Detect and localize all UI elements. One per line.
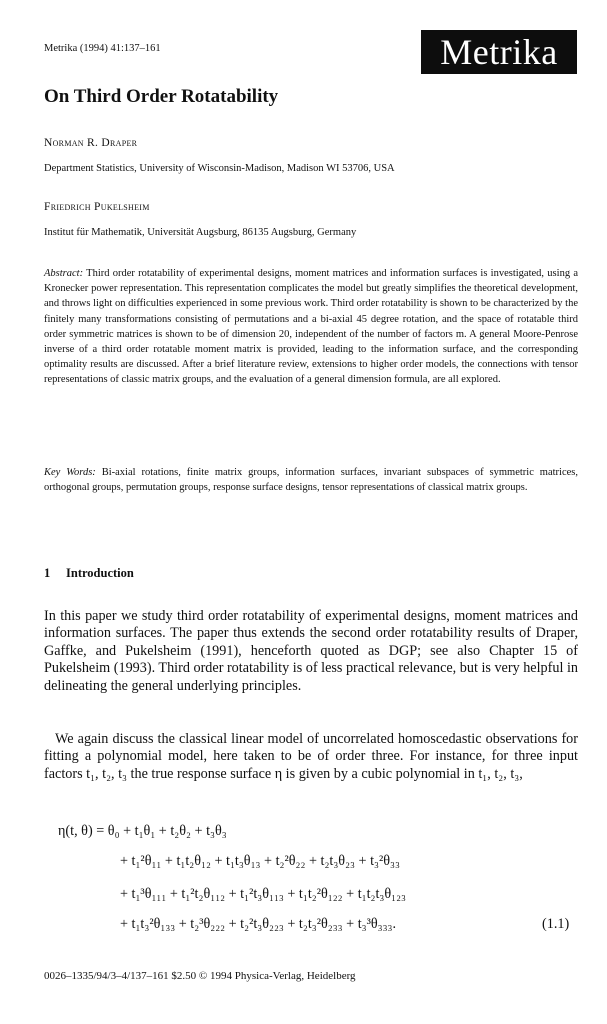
section-number: 1 — [44, 566, 51, 580]
author-affiliation-1: Department Statistics, University of Wisconsin-Madison, Madison WI 53706, USA — [44, 163, 395, 174]
section-heading — [44, 566, 134, 581]
paper-title: On Third Order Rotatability — [44, 86, 279, 107]
footer-copyright: 0026–1335/94/3–4/137–161 $2.50 © 1994 Physica-Verlag, Heidelberg — [44, 970, 356, 982]
abstract-label: Abstract: — [44, 268, 84, 279]
keywords-label: Key Words: — [44, 467, 96, 478]
paragraph-2: We again discuss the classical linear model of uncorrelated homoscedastic observations for fitting a polynomial model, here taken to be of order three. For instance, for three input factors t₁, t₂, t₃ the true response surface η is given by a cubic polynomial in t₁, t₂, t₃, — [44, 731, 578, 782]
author-name-2: Friedrich Pukelsheim — [44, 201, 150, 213]
author-name-1: Norman R. Draper — [44, 137, 138, 149]
equation-line-4: + t₁t₃²θ₁₃₃ + t₂³θ₂₂₂ + t₂²t₃θ₂₂₃ + t₂t₃²θ₂₃₃ + t₃³θ₃₃₃. — [120, 916, 397, 932]
keywords — [44, 465, 578, 495]
paragraph-1: In this paper we study third order rotatability of experimental designs, moment matrices and information surfaces. The paper thus extends the second order rotatability results of Draper, Gaffke, and Pukelsheim (1991), henceforth quoted as DGP; see also Chapter 15 of Pukelsheim (1993). Third order rotatability is of less practical relevance, but is very helpful in delineating the general underlying principles. — [44, 608, 578, 694]
author-affiliation-2: Institut für Mathematik, Universität Augsburg, 86135 Augsburg, Germany — [44, 227, 357, 238]
journal-logo: Metrika — [421, 30, 577, 74]
keywords-text: Bi-axial rotations, finite matrix groups, information surfaces, invariant subspaces of symmetric matrices, orthogonal groups, permutation groups, response surface designs, tensor representations of classical matrix groups. — [44, 467, 578, 494]
equation-number: (1.1) — [542, 916, 570, 932]
equation-line-3: + t₁³θ₁₁₁ + t₁²t₂θ₁₁₂ + t₁²t₃θ₁₁₃ + t₁t₂²θ₁₂₂ + t₁t₂t₃θ₁₂₃ — [120, 886, 406, 902]
abstract — [44, 266, 578, 388]
section-title: Introduction — [66, 566, 134, 580]
journal-reference: Metrika (1994) 41:137–161 — [44, 43, 161, 54]
equation-line-2: + t₁²θ₁₁ + t₁t₂θ₁₂ + t₁t₃θ₁₃ + t₂²θ₂₂ + t₂t₃θ₂₃ + t₃²θ₃₃ — [120, 853, 400, 869]
equation-line-1: η(t, θ) = θ₀ + t₁θ₁ + t₂θ₂ + t₃θ₃ — [58, 823, 227, 839]
abstract-text: Third order rotatability of experimental designs, moment matrices and information surfaces is investigated, using a Kronecker power representation. This representation complicates the model but greatly simplifies the theoretical development, and throws light on difficulties experienced in some previous work. Third order rotatability is shown to be characterized by the finitely many transformations consisting of permutations and a bi-axial 45 degree rotation, and the space of rotatable third order symmetric matrices is shown to be of dimension 20, independent of the number of factors m. A general Moore-Penrose inverse of a third order rotatable moment matrix is provided, leading to the information surface, and the corresponding optimality results are discussed. After a brief literature review, extensions to higher order models, the connections with tensor representations of classic matrix groups, and the evaluation of a general dimension formula, are all explored. — [44, 268, 578, 386]
